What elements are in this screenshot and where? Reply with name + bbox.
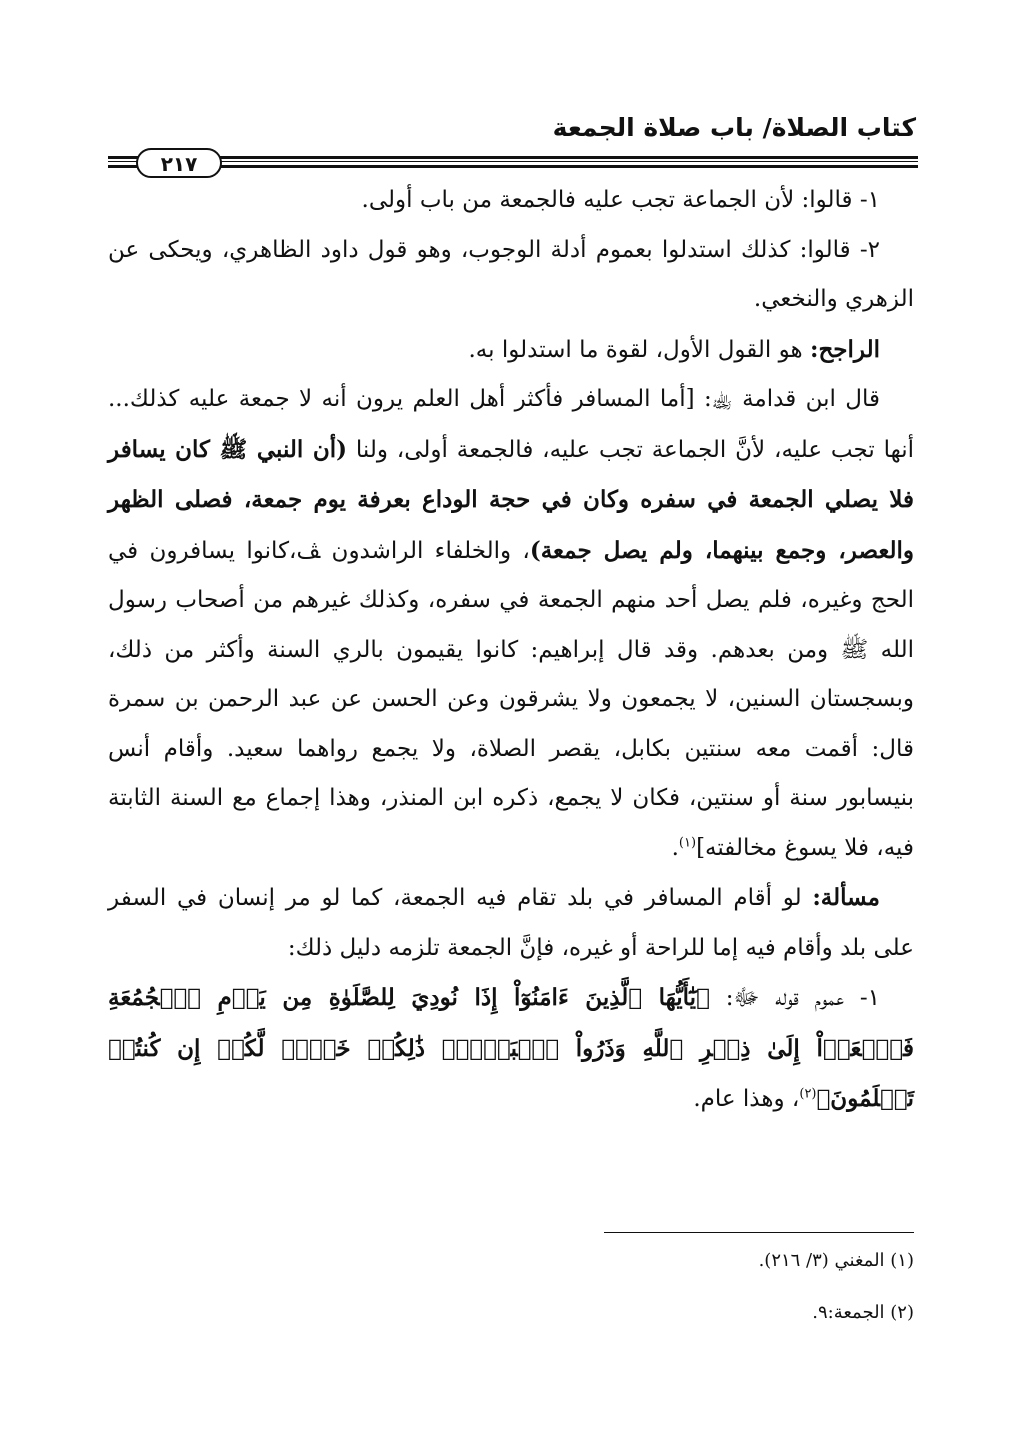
quote-intro: قال ابن قدامة ﵀: [أما المسافر فأكثر أهل العلم يرون أنه لا جمعة عليه كذلك... أنها تجب عليه، لأنَّ الجماعة تجب عليه، فالجمعة أولى، ولنا [108, 386, 914, 463]
running-title: كتاب الصلاة/ باب صلاة الجمعة [552, 113, 916, 142]
evidence-intro: ١- عموم قوله ﷻ: [709, 985, 880, 1011]
header-rule-line [108, 156, 918, 168]
paragraph-6 [108, 973, 914, 1125]
issue-label: مسألة: [812, 884, 880, 911]
preferred-text: هو القول الأول، لقوة ما استدلوا به. [468, 336, 810, 363]
paragraph-2: ٢- قالوا: كذلك استدلوا بعموم أدلة الوجوب، وهو قول داود الظاهري، ويحكى عن الزهري والنخعي. [108, 236, 914, 312]
footnotes [414, 1248, 914, 1352]
footnote-2: (٢) الجمعة:٩. [812, 1302, 914, 1323]
paragraph-1: ١- قالوا: لأن الجماعة تجب عليه فالجمعة من باب أولى. [361, 187, 880, 213]
footnote-separator [604, 1232, 914, 1233]
footnote-ref-2: (٢) [799, 1086, 817, 1102]
page-number: ٢١٧ [136, 148, 222, 178]
quran-verse: ﴿يَٰٓأَيُّهَا ٱلَّذِينَ ءَامَنُوٓاْ إِذَا نُودِيَ لِلصَّلَوٰةِ مِن يَوۡمِ ٱلۡجُمُعَةِ فَٱسۡعَوۡاْ إِلَىٰ ذِكۡرِ ٱللَّهِ وَذَرُواْ ٱلۡبَيۡعَۚ ذَٰلِكُمۡ خَيۡرٞ لَّكُمۡ إِن كُنتُمۡ تَعۡلَمُونَ﴾ [108, 984, 914, 1112]
footnote-ref-1: (١) [678, 834, 697, 850]
header-rule [108, 150, 918, 178]
quote-end: . [671, 834, 679, 861]
hadith-text: (أن النبي ﷺ كان يسافر فلا يصلي الجمعة في سفره وكان في حجة الوداع بعرفة يوم جمعة، فصلى الظهر والعصر، وجمع بينهما، ولم يصل جمعة) [108, 435, 914, 564]
evidence-end: ، وهذا عام. [693, 1086, 800, 1112]
quote-body: ، والخلفاء الراشدون ﭫ،كانوا يسافرون في الحج وغيره، فلم يصل أحد منهم الجمعة في سفره، وكذلك غيرهم من أصحاب رسول الله ﷺ ومن بعدهم. وقد قال إبراهيم: كانوا يقيمون بالري السنة وأكثر من ذلك، وبسجستان السنين، لا يجمعون ولا يشرقون وعن الحسن عن عبد الرحمن بن سمرة قال: أقمت معه سنتين بكابل، يقصر الصلاة، ولا يجمع رواهما سعيد. وأقام أنس بنيسابور سنة أو سنتين، فكان لا يجمع، ذكره ابن المنذر، وهذا إجماع مع السنة الثابتة فيه، فلا يسوغ مخالفته] [108, 537, 914, 861]
paragraph-4 [108, 375, 914, 873]
main-text [108, 176, 914, 1125]
paragraph-5 [108, 873, 914, 973]
paragraph-3 [108, 325, 914, 376]
issue-text: لو أقام المسافر في بلد تقام فيه الجمعة، كما لو مر إنسان في السفر على بلد وأقام فيه إما للراحة أو غيره، فإنَّ الجمعة تلزمه دليل ذلك: [108, 885, 914, 961]
preferred-label: الراجح: [809, 335, 880, 363]
footnote-1: (١) المغني (٣/ ٢١٦). [758, 1250, 914, 1271]
